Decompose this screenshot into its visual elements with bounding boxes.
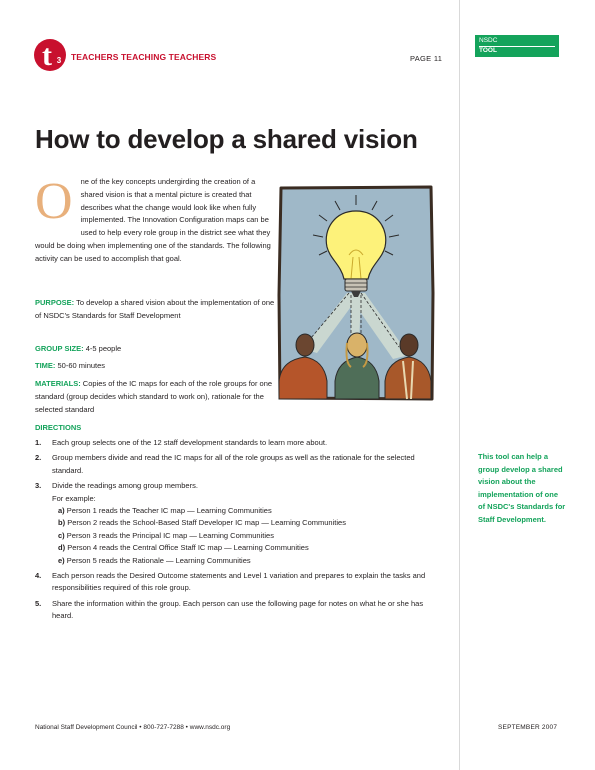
nsdc-label: NSDC — [479, 37, 498, 44]
column-divider — [459, 0, 460, 770]
drop-cap: O — [35, 173, 73, 230]
list-item-number: 5. — [35, 598, 42, 608]
sub-item-text: Person 2 reads the School-Based Staff Developer IC map — Learning Communities — [67, 518, 346, 528]
sub-item — [52, 505, 435, 517]
group-size-section — [35, 343, 280, 356]
purpose-text: To develop a shared vision about the implementation of one of NSDC's Standards for Staff Development — [35, 298, 275, 320]
list-item-text: Each person reads the Desired Outcome statements and Level 1 variation and prepares to explain the tasks and responsibilities required of this role group. — [52, 571, 426, 593]
side-note: This tool can help a group develop a shared vision about the implementation of one of NSDC's Standards for Staff Development. — [478, 452, 566, 524]
time-text: 50-60 minutes — [57, 361, 106, 370]
sub-item-text: Person 3 reads the Principal IC map — Learning Communities — [66, 530, 274, 540]
example-label: For example: — [52, 493, 96, 503]
footer-date: SEPTEMBER 2007 — [498, 724, 558, 731]
list-item-number: 3. — [35, 481, 42, 491]
sub-item — [52, 542, 435, 554]
tool-label: TOOL — [479, 46, 555, 55]
list-item-number: 1. — [35, 438, 42, 447]
lightbulb-illustration — [277, 185, 435, 401]
logo-letter: t — [42, 39, 52, 72]
sub-item — [52, 555, 435, 567]
sub-item-text: Person 1 reads the Teacher IC map — Learning Communities — [66, 506, 272, 516]
directions-list — [35, 437, 435, 626]
list-item — [35, 480, 435, 567]
sub-item-text: Person 5 reads the Rationale — Learning Communities — [66, 555, 251, 565]
intro-text: ne of the key concepts undergirding the creation of a shared vision is that a mental picture is created that describes what the change would look like when fully implemented. The Innovation Configuration maps can be used to help every role group in the district see what they would be doing when implementing one of the standards. The following activity can be used to accomplish that goal. — [35, 177, 271, 263]
materials-label: MATERIALS: — [35, 379, 81, 388]
list-item-number: 2. — [35, 453, 42, 463]
list-item — [35, 598, 435, 623]
list-item-number: 4. — [35, 571, 42, 581]
page-number: PAGE 11 — [410, 54, 443, 63]
t3-logo-icon — [32, 34, 68, 72]
sub-item-letter: d) — [58, 543, 66, 553]
sub-item — [52, 530, 435, 542]
nsdc-tool-label — [475, 35, 559, 57]
purpose-label: PURPOSE: — [35, 298, 75, 307]
list-item-text: Share the information within the group. Each person can use the following page for notes on what he or she has heard. — [52, 598, 424, 621]
purpose-section — [35, 297, 280, 323]
page-title: How to develop a shared vision — [35, 124, 418, 154]
sub-item-letter: e) — [58, 555, 65, 565]
sub-item-letter: c) — [58, 530, 65, 540]
sub-item-letter: b) — [58, 518, 66, 528]
materials-section — [35, 378, 280, 416]
list-item-text: Group members divide and read the IC maps for all of the role groups as well as the rationale for the selected standard. — [52, 453, 415, 475]
list-item — [35, 452, 435, 477]
time-section — [35, 360, 280, 373]
list-item-text: Each group selects one of the 12 staff development standards to learn more about. — [52, 438, 328, 447]
time-label: TIME: — [35, 361, 56, 370]
list-item — [35, 437, 435, 449]
list-item — [35, 570, 435, 595]
materials-text: Copies of the IC maps for each of the role groups for one standard (group decides which standard to work on), rationale for the selected standard — [35, 379, 273, 414]
group-size-label: GROUP SIZE: — [35, 344, 84, 353]
logo-number: 3 — [56, 56, 62, 65]
sub-item-text: Person 4 reads the Central Office Staff IC map — Learning Communities — [67, 543, 309, 553]
brand-name: TEACHERS TEACHING TEACHERS — [71, 52, 217, 62]
group-size-text: 4-5 people — [85, 344, 122, 353]
directions-heading: DIRECTIONS — [35, 423, 82, 432]
sub-item — [52, 517, 435, 529]
footer-contact: National Staff Development Council • 800-727-7288 • www.nsdc.org — [35, 724, 231, 731]
list-item-text: Divide the readings among group members. — [52, 481, 198, 491]
sub-item-letter: a) — [58, 506, 65, 516]
intro-paragraph — [35, 173, 273, 266]
